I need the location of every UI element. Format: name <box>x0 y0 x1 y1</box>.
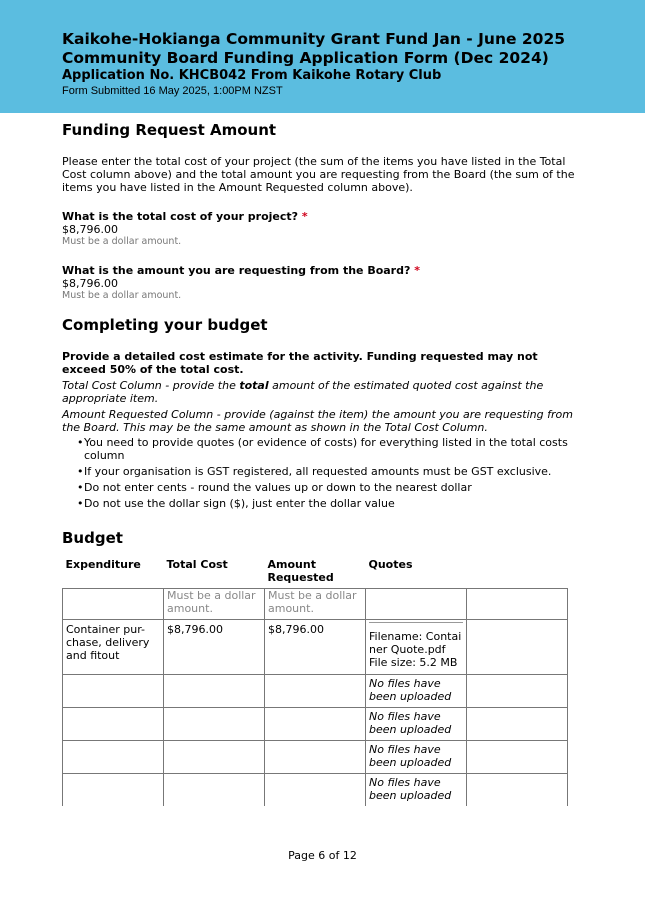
table-cell <box>265 674 366 707</box>
table-row <box>63 740 568 773</box>
column-header: Total Cost <box>166 558 228 571</box>
list-item: • Do not use the dollar sign ($), just enter the dollar value <box>77 497 395 510</box>
uploaded-file[interactable] <box>369 622 463 669</box>
table-cell <box>164 740 265 773</box>
budget-rules-list <box>62 436 582 510</box>
list-item-text: If your organisation is GST registered, all requested amounts must be GST exclusive. <box>84 465 552 478</box>
total-cost-value: $8,796.00 <box>62 223 118 236</box>
table-cell <box>467 740 568 773</box>
completing-section-title: Completing your budget <box>62 316 268 334</box>
table-cell-hint: Must be a dollar amount. <box>164 588 265 619</box>
form-title: Community Board Funding Application Form (Dec 2024) <box>62 49 549 67</box>
total-cost-hint: Must be a dollar amount. <box>62 236 182 247</box>
amount-requested-cell: $8,796.00 <box>265 619 366 674</box>
no-files-cell: No files have been uploaded <box>366 773 467 806</box>
table-cell <box>63 707 164 740</box>
list-item: • If your organisation is GST registered, all requested amounts must be GST exclusive. <box>77 465 552 478</box>
total-cost-question-text: What is the total cost of your project? <box>62 210 299 223</box>
table-hint-row <box>63 588 568 619</box>
table-row <box>63 707 568 740</box>
table-row <box>63 619 568 674</box>
main-content <box>62 121 582 547</box>
table-row <box>63 773 568 806</box>
total-cost-column-note <box>62 379 582 405</box>
requested-amount-question-text: What is the amount you are requesting from the Board? <box>62 264 411 277</box>
table-cell <box>63 674 164 707</box>
page-header <box>0 0 645 113</box>
quotes-cell <box>366 619 467 674</box>
list-item-text: Do not enter cents - round the values up or down to the nearest dollar <box>84 481 472 494</box>
required-marker: * <box>414 264 420 277</box>
list-item-text: Do not use the dollar sign ($), just enter the dollar value <box>84 497 395 510</box>
column-header: Expenditure <box>65 558 141 571</box>
table-cell <box>63 740 164 773</box>
list-item: • Do not enter cents - round the values up or down to the nearest dollar <box>77 481 472 494</box>
no-files-cell: No files have been uploaded <box>366 740 467 773</box>
table-cell <box>467 619 568 674</box>
table-cell <box>467 674 568 707</box>
required-marker: * <box>301 210 308 223</box>
amount-requested-column-note: Amount Requested Column - provide (against the item) the amount you are requesting from the Board. This may be the same amount as shown in the Total Cost Column. <box>62 408 573 434</box>
table-cell <box>164 707 265 740</box>
requested-amount-hint: Must be a dollar amount. <box>62 290 182 301</box>
requested-amount-value: $8,796.00 <box>62 277 118 290</box>
application-number: Application No. KHCB042 From Kaikohe Rotary Club <box>62 68 442 83</box>
table-cell-hint: Must be a dollar amount. <box>265 588 366 619</box>
table-cell <box>467 707 568 740</box>
table-cell <box>265 773 366 806</box>
total-cost-question <box>62 210 582 223</box>
budget-section-title: Budget <box>62 529 123 547</box>
submitted-date: Form Submitted 16 May 2025, 1:00PM NZST <box>62 85 283 97</box>
note-bold: total <box>239 379 269 392</box>
fund-title: Kaikohe-Hokianga Community Grant Fund Jan - June 2025 <box>62 30 566 48</box>
no-files-cell: No files have been uploaded <box>366 674 467 707</box>
no-files-cell: No files have been uploaded <box>366 707 467 740</box>
table-cell <box>467 773 568 806</box>
list-item: • You need to provide quotes (or evidence of costs) for everything listed in the total costs column <box>77 436 568 462</box>
list-item-text: You need to provide quotes (or evidence of costs) for everything listed in the total costs column <box>84 436 568 462</box>
column-header-empty <box>467 556 568 588</box>
table-cell <box>63 588 164 619</box>
table-cell <box>265 707 366 740</box>
budget-table <box>62 556 568 806</box>
page-number: Page 6 of 12 <box>288 849 357 862</box>
table-cell <box>265 740 366 773</box>
funding-section-title: Funding Request Amount <box>62 121 277 139</box>
table-cell <box>366 588 467 619</box>
table-header-row <box>63 556 568 588</box>
budget-instruction: Provide a detailed cost estimate for the activity. Funding requested may not exceed 50% of the total cost. <box>62 350 538 376</box>
table-row <box>63 674 568 707</box>
total-cost-cell: $8,796.00 <box>164 619 265 674</box>
note-text: amount of the estimated quoted cost against the appropriate item. <box>62 379 544 405</box>
table-cell <box>63 773 164 806</box>
expenditure-cell: Container pur-chase, delivery and fitout <box>63 619 164 674</box>
note-text: Total Cost Column - provide the <box>62 379 240 392</box>
table-cell <box>164 674 265 707</box>
column-header: Quotes <box>368 558 413 571</box>
file-size: File size: 5.2 MB <box>369 655 458 669</box>
table-cell <box>467 588 568 619</box>
file-name: Filename: Container Quote.pdf <box>369 629 462 656</box>
table-cell <box>164 773 265 806</box>
requested-amount-question <box>62 264 582 277</box>
column-header: Amount Requested <box>267 558 334 584</box>
funding-intro: Please enter the total cost of your project (the sum of the items you have listed in the Total Cost column above) and the total amount you are requesting from the Board (the sum of the items you have listed in the Amount Requested column above). <box>62 155 575 194</box>
